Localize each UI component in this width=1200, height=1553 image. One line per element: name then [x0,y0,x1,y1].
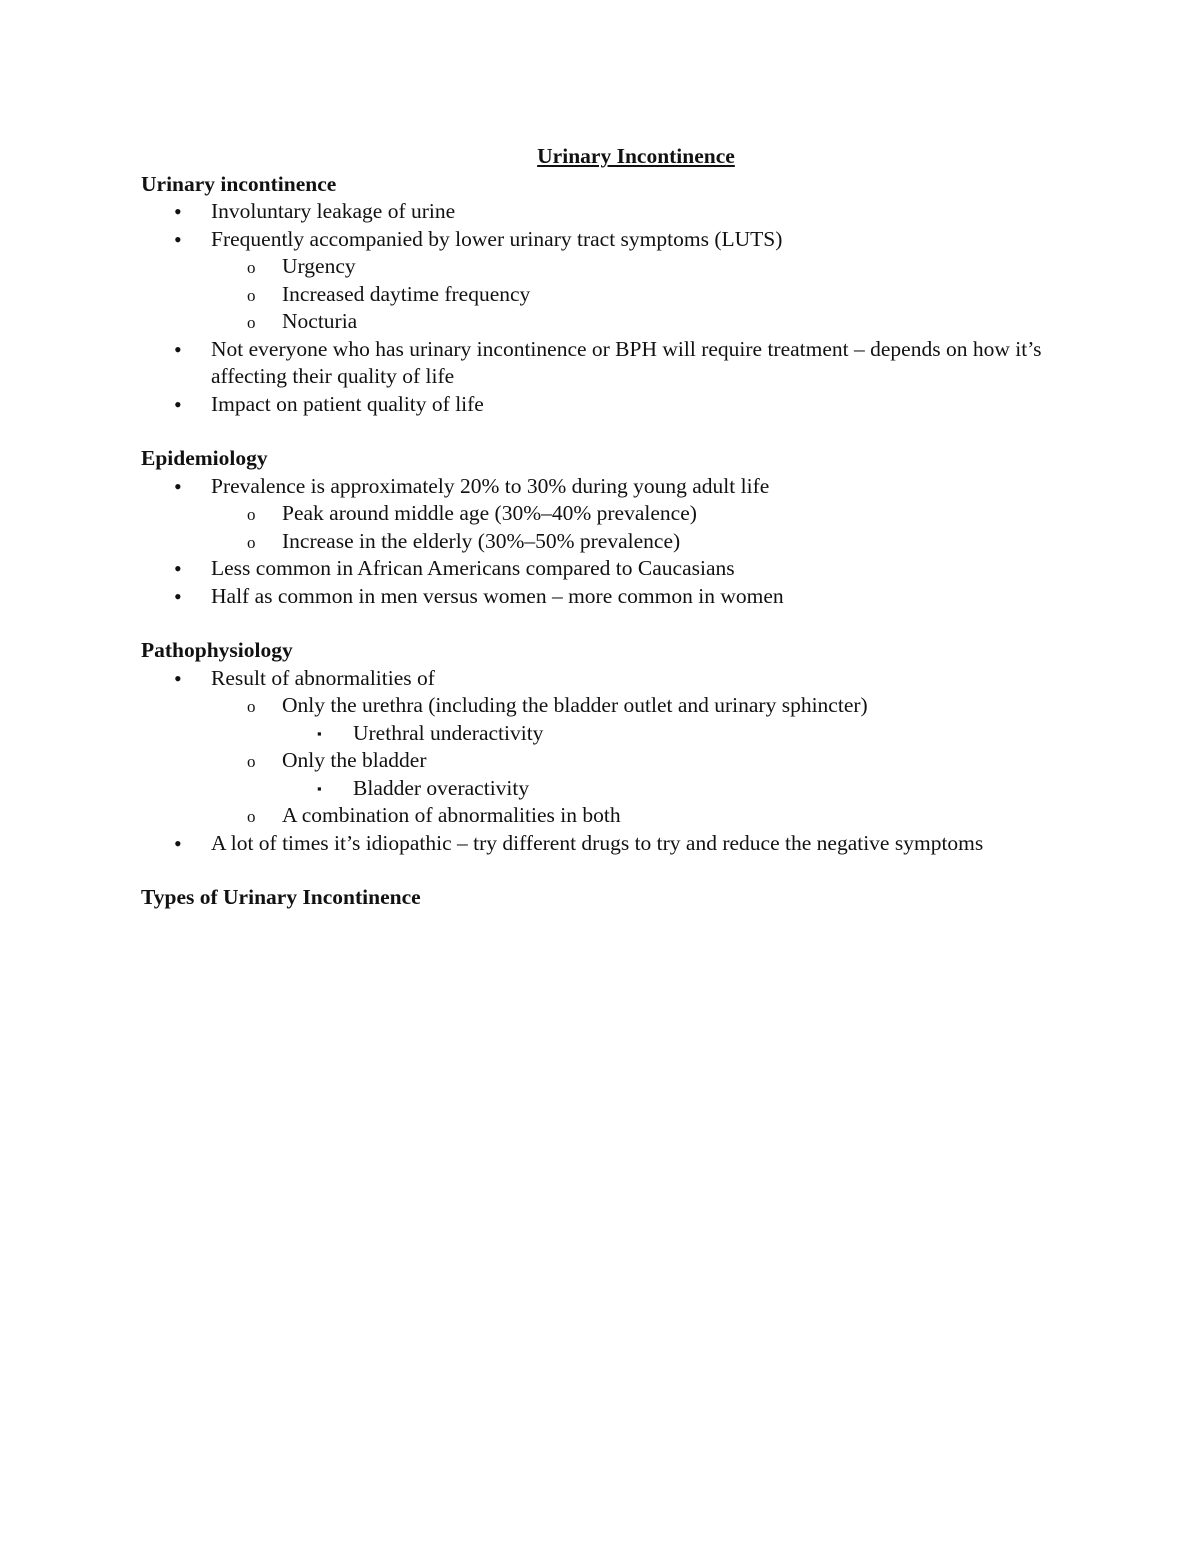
sub-sub-list-item-text: Bladder overactivity [353,775,530,800]
sub-list-item [141,802,1059,830]
list-item-text: Involuntary leakage of urine [211,199,456,223]
list-item [141,391,1059,419]
bullet-list [141,665,1059,858]
list-item-text: Frequently accompanied by lower urinary tract symptoms (LUTS) [211,226,783,251]
list-item-text: A lot of times it’s idiopathic – try different drugs to try and reduce the negative symptoms [211,830,984,855]
list-item [141,665,1059,830]
sub-list-item-text: Peak around middle age (30%–40% prevalence) [282,501,697,525]
list-item-text: Impact on patient quality of life [211,391,484,416]
sub-list [211,692,1059,830]
sub-list-item [141,281,1059,309]
section-heading: Types of Urinary Incontinence [141,885,421,909]
sub-list-item-text: Increase in the elderly (30%–50% prevalence) [282,528,681,553]
sub-list-item-text: A combination of abnormalities in both [282,803,621,827]
list-item-text: Not everyone who has urinary incontinence or BPH will require treatment – depends on how it’s affecting their quality of life [211,336,1042,388]
sub-list-item [141,500,1059,528]
list-item [141,583,1059,611]
list-item [141,473,1059,556]
list-item [141,226,1059,336]
sub-list [211,253,1059,336]
sub-list-item [141,308,1059,336]
sub-list-item-text: Only the urethra (including the bladder outlet and urinary sphincter) [282,693,868,717]
bullet-list [141,198,1059,418]
document-page [141,141,1059,912]
section-urinary-incontinence [141,171,1059,419]
sub-list-item [141,692,1059,747]
sub-list [211,500,1059,555]
sub-list-item [141,253,1059,281]
sub-list-item [141,747,1059,802]
sub-list-item-text: Only the bladder [282,748,427,772]
sub-sub-list-item [141,720,1059,748]
section-heading: Pathophysiology [141,638,293,662]
sub-sub-list [282,720,1059,748]
bullet-list [141,473,1059,611]
sub-list-item-text: Nocturia [282,309,358,333]
sub-list-item [141,528,1059,556]
document-title: Urinary Incontinence [537,144,735,168]
section-epidemiology [141,445,1059,610]
sub-list-item-text: Increased daytime frequency [282,281,531,306]
list-item-text: Prevalence is approximately 20% to 30% during young adult life [211,473,770,498]
sub-list-item-text: Urgency [282,254,356,278]
list-item [141,336,1059,391]
list-item-text: Half as common in men versus women – more common in women [211,583,784,608]
list-item [141,830,1059,858]
section-pathophysiology [141,637,1059,857]
list-item [141,198,1059,226]
section-types-of-urinary-incontinence [141,884,1059,912]
section-heading: Urinary incontinence [141,171,337,196]
list-item [141,555,1059,583]
list-item-text: Less common in African Americans compared to Caucasians [211,556,735,580]
sub-sub-list [282,775,1059,803]
section-heading: Epidemiology [141,446,268,470]
sub-sub-list-item-text: Urethral underactivity [353,720,544,745]
list-item-text: Result of abnormalities of [211,665,435,690]
sub-sub-list-item [141,775,1059,803]
